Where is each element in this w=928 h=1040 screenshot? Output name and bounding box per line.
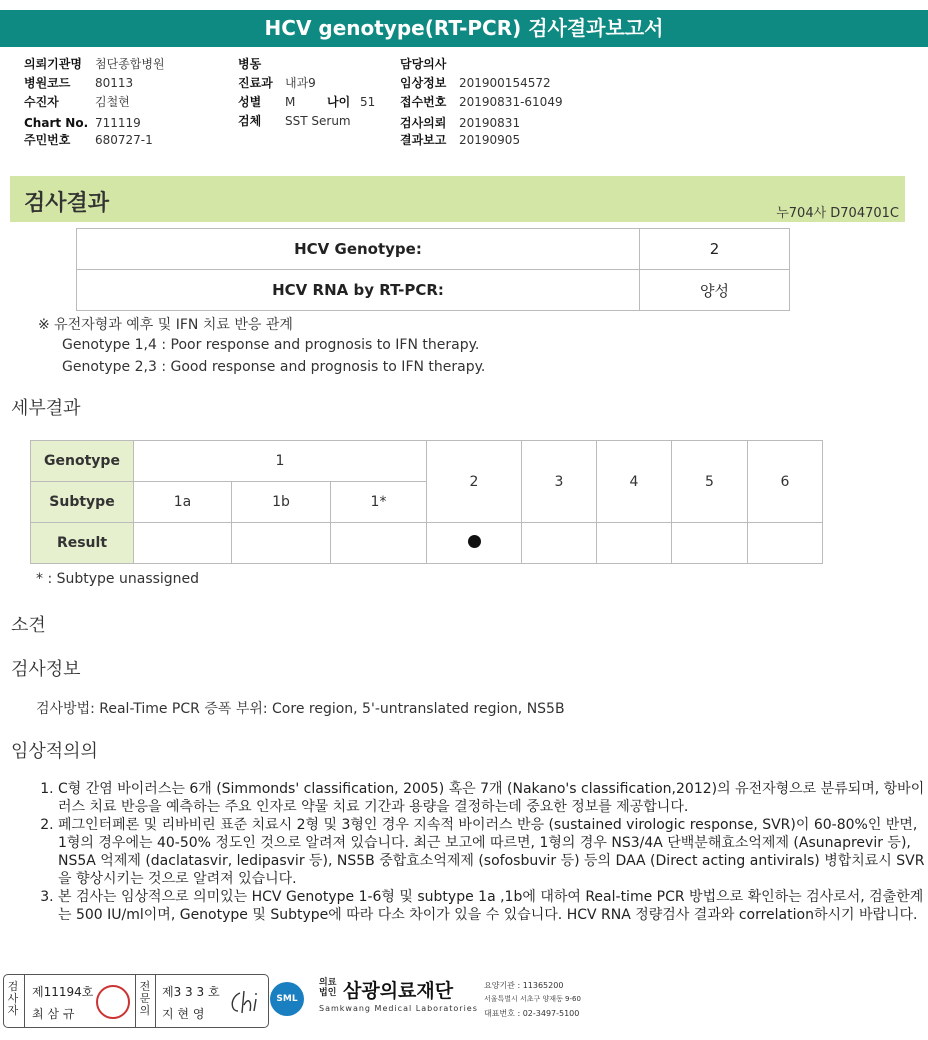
result-cell <box>522 523 597 564</box>
org-name: 삼광의료재단 <box>343 980 454 1002</box>
result-section-title: 검사결과 <box>24 191 110 216</box>
header-label: 검체 <box>238 114 262 128</box>
list-item: 3. 본 검사는 임상적으로 의미있는 HCV Genotype 1-6형 및 subtype 1a ,1b에 대하여 Real-time PCR 방법으로 확인하는 검사로서, 검출한계는 500 IU/ml이며, Genotype 및 Subtype에 따라 다소 차이가 있을 수 있습니다. HCV RNA 정량검사 결과와 correlation하시기 바랍니다. <box>58 888 928 924</box>
header-row: 의뢰기관명 <box>24 57 82 71</box>
report-date: 20190905 <box>459 133 521 147</box>
genotype-cell: 3 <box>522 441 597 523</box>
header-label: 성별 <box>238 95 262 109</box>
footer <box>0 966 928 1040</box>
test-code: 누704사 D704701C <box>776 206 899 221</box>
genotype-cell: 6 <box>748 441 823 523</box>
result-cell <box>427 523 522 564</box>
genotype-cell: 1 <box>134 441 427 482</box>
table-row <box>31 441 823 482</box>
signature-box <box>3 974 269 1028</box>
age: 51 <box>360 95 376 109</box>
org-english-name: Samkwang Medical Laboratories <box>319 1004 478 1013</box>
row-header: Result <box>31 523 134 564</box>
result-cell <box>331 523 427 564</box>
result-cell <box>672 523 748 564</box>
result-cell <box>232 523 331 564</box>
header-label: 주민번호 <box>24 133 71 147</box>
genotype-value: 2 <box>640 229 790 270</box>
header-label: 나이 <box>327 95 351 109</box>
clinical-info: 201900154572 <box>459 76 551 90</box>
result-cell <box>597 523 672 564</box>
genotype-cell: 2 <box>427 441 522 523</box>
notes-line: Genotype 2,3 : Good response and prognosis to IFN therapy. <box>62 359 486 375</box>
genotype-cell: 4 <box>597 441 672 523</box>
org-address: 서울특별시 서초구 양재동 9-60 <box>484 995 581 1003</box>
clinical-title: 임상적의의 <box>11 741 98 762</box>
table-row <box>77 270 790 311</box>
org-prefix: 의료법인 <box>319 978 337 998</box>
header-label: 접수번호 <box>400 95 447 109</box>
chart-no: 711119 <box>95 116 141 130</box>
result-section-bar <box>10 176 905 222</box>
clinical-list <box>32 780 928 924</box>
summary-label: HCV RNA by RT-PCR: <box>77 270 640 311</box>
resident-no: 680727-1 <box>95 133 153 147</box>
hospital-name: 첨단종합병원 <box>95 57 165 71</box>
summary-label: HCV Genotype: <box>77 229 640 270</box>
detail-table <box>30 440 823 564</box>
list-item: 2. 페그인터페론 및 리바비린 표준 치료시 2형 및 3형인 경우 지속적 바이러스 반응 (sustained virologic response, SVR)이 60-80%인 반면, 1형의 경우에는 40-50% 정도인 것으로 알려져 있습니다. 최근 보고에 따르면, 1형의 경우 NS3/4A 단백분해효소억제제 (Asunaprevir 등), NS5A 억제제 (daclatasvir, ledipasvir 등), NS5B 중합효소억제제 (sofosbuvir 등) 등의 DAA (Direct acting antivirals) 병합치료시 SVR을 향상시키는 것으로 알려져 있습니다. <box>58 816 928 888</box>
header-label: Chart No. <box>24 116 89 130</box>
test-info-title: 검사정보 <box>11 659 81 680</box>
report-title: HCV genotype(RT-PCR) 검사결과보고서 <box>0 10 928 47</box>
result-cell <box>748 523 823 564</box>
header-label: 담당의사 <box>400 57 447 71</box>
genotype-cell: 5 <box>672 441 748 523</box>
list-item: 1. C형 간염 바이러스는 6개 (Simmonds' classification, 2005) 혹은 7개 (Nakano's classification,2012)의 유전자형으로 분류되며, 항바이러스 치료 반응을 예측하는 주요 인자로 약물 치료 기간과 용량을 결정하는데 중요한 정보를 제공합니다. <box>58 780 928 816</box>
department: 내과9 <box>285 76 316 90</box>
row-header: Genotype <box>31 441 134 482</box>
signer1-role: 검사자 <box>7 980 19 1017</box>
header-label: 수진자 <box>24 95 59 109</box>
table-row <box>31 523 823 564</box>
seal-icon <box>96 985 130 1019</box>
request-date: 20190831 <box>459 116 521 130</box>
signer1-license: 제11194호 <box>32 985 94 999</box>
signer2-role: 전문의 <box>139 980 151 1017</box>
header-label: 검사의뢰 <box>400 116 447 130</box>
specimen: SST Serum <box>285 114 351 128</box>
subtype-footnote: * : Subtype unassigned <box>36 571 200 587</box>
header-label: 임상정보 <box>400 76 447 90</box>
rna-value: 양성 <box>640 270 790 311</box>
patient-name: 김철현 <box>95 95 130 109</box>
signer2-license: 제3 3 3 호 <box>162 985 220 999</box>
signature-icon <box>226 987 264 1017</box>
subtype-cell: 1* <box>331 482 427 523</box>
sex: M <box>285 95 296 109</box>
row-header: Subtype <box>31 482 134 523</box>
org-code: 요양기관 : 11365200 <box>484 981 564 990</box>
signer1-name: 최 삼 규 <box>32 1007 75 1021</box>
receipt-no: 20190831-61049 <box>459 95 563 109</box>
signer2-name: 지 현 영 <box>162 1007 205 1021</box>
summary-table <box>76 228 790 311</box>
header-label: 결과보고 <box>400 133 447 147</box>
detail-title: 세부결과 <box>11 398 81 419</box>
notes-heading: ※ 유전자형과 예후 및 IFN 치료 반응 관계 <box>38 317 293 333</box>
hospital-code: 80113 <box>95 76 134 90</box>
org-phone: 대표번호 : 02-3497-5100 <box>484 1009 580 1018</box>
header-label: 병원코드 <box>24 76 71 90</box>
header-label: 진료과 <box>238 76 273 90</box>
subtype-cell: 1b <box>232 482 331 523</box>
sml-logo-icon: SML <box>270 982 304 1016</box>
notes-line: Genotype 1,4 : Poor response and prognosis to IFN therapy. <box>62 337 480 353</box>
subtype-cell: 1a <box>134 482 232 523</box>
test-method: 검사방법: Real-Time PCR 증폭 부위: Core region, 5'-untranslated region, NS5B <box>36 701 565 717</box>
detected-marker-icon <box>468 535 481 548</box>
table-row <box>77 229 790 270</box>
result-cell <box>134 523 232 564</box>
opinion-title: 소견 <box>11 615 46 636</box>
header-label: 병동 <box>238 57 262 71</box>
